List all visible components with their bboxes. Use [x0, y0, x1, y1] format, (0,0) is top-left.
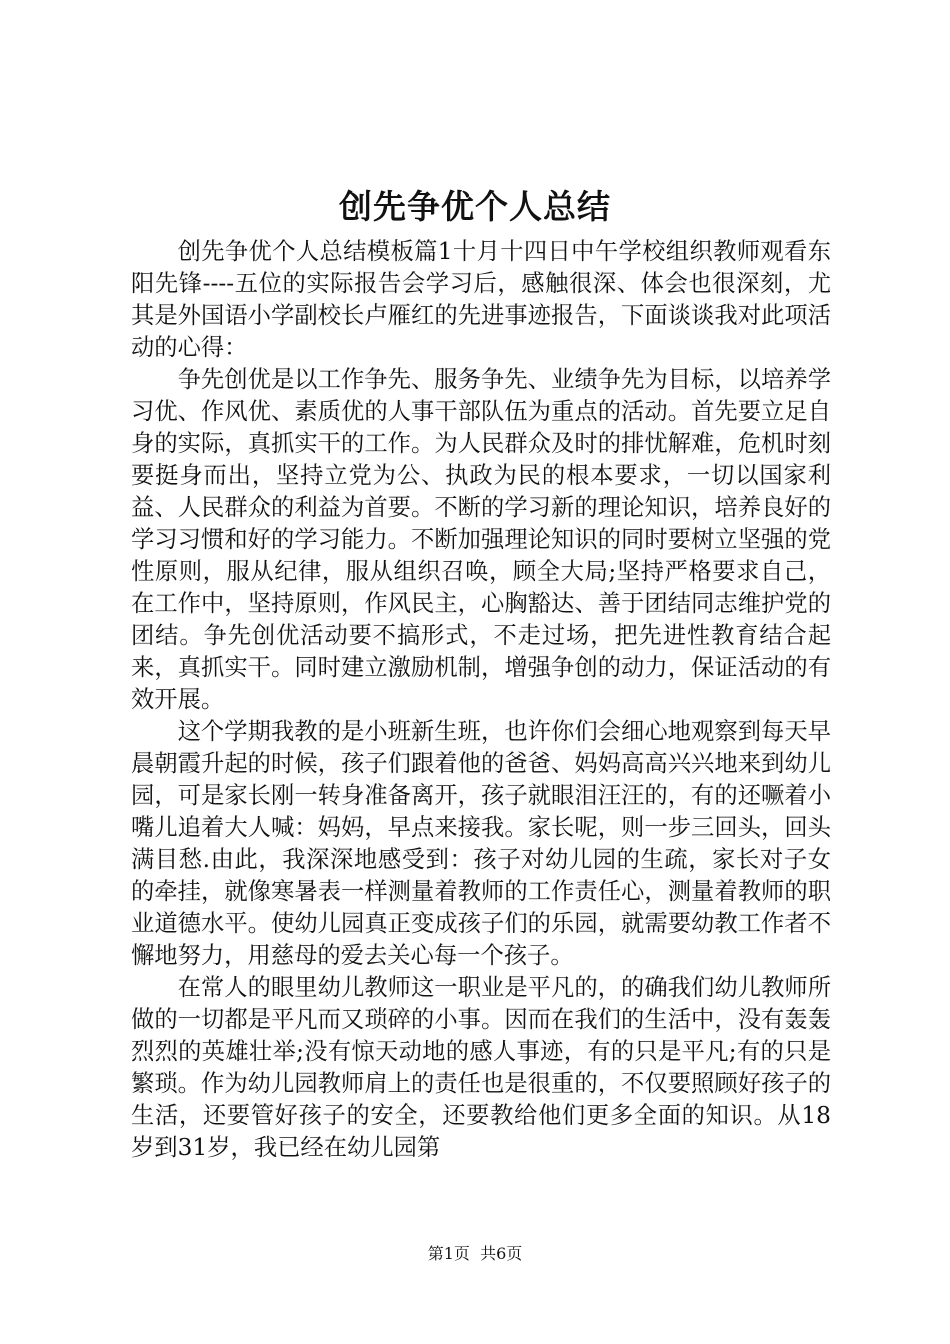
- page-number: 第1页: [427, 1244, 470, 1263]
- paragraph-3: 这个学期我教的是小班新生班，也许你们会细心地观察到每天早晨朝霞升起的时候，孩子们跟着他的爸爸、妈妈高高兴兴地来到幼儿园，可是家长刚一转身准备离开，孩子就眼泪汪汪的，有的还噘着小嘴儿追着大人喊：妈妈，早点来接我。家长呢，则一步三回头，回头满目愁.由此，我深深地感受到：孩子对幼儿园的生疏，家长对子女的牵挂，就像寒暑表一样测量着教师的工作责任心，测量着教师的职业道德水平。使幼儿园真正变成孩子们的乐园，就需要幼教工作者不懈地努力，用慈母的爱去关心每一个孩子。: [131, 718, 831, 969]
- document-body: [131, 236, 831, 1164]
- document-title: 创先争优个人总结: [339, 187, 611, 226]
- footer-spacer: [470, 1244, 480, 1263]
- paragraph-1: 创先争优个人总结模板篇1十月十四日中午学校组织教师观看东阳先锋----五位的实际报告会学习后，感触很深、体会也很深刻，尤其是外国语小学副校长卢雁红的先进事迹报告，下面谈谈我对此项活动的心得：: [131, 238, 831, 361]
- paragraph-2: 争先创优是以工作争先、服务争先、业绩争先为目标，以培养学习优、作风优、素质优的人事干部队伍为重点的活动。首先要立足自身的实际，真抓实干的工作。为人民群众及时的排忧解难，危机时刻要挺身而出，坚持立党为公、执政为民的根本要求，一切以国家利益、人民群众的利益为首要。不断的学习新的理论知识，培养良好的学习习惯和好的学习能力。不断加强理论知识的同时要树立坚强的党性原则，服从纪律，服从组织召唤，顾全大局;坚持严格要求自己，在工作中，坚持原则，作风民主，心胸豁达、善于团结同志维护党的团结。争先创优活动要不搞形式，不走过场，把先进性教育结合起来，真抓实干。同时建立激励机制，增强争创的动力，保证活动的有效开展。: [131, 366, 831, 713]
- paragraph-4: 在常人的眼里幼儿教师这一职业是平凡的，的确我们幼儿教师所做的一切都是平凡而又琐碎的小事。因而在我们的生活中，没有轰轰烈烈的英雄壮举;没有惊天动地的感人事迹，有的只是平凡;有的只是繁琐。作为幼儿园教师肩上的责任也是很重的，不仅要照顾好孩子的生活，还要管好孩子的安全，还要教给他们更多全面的知识。从18岁到31岁，我已经在幼儿园第: [131, 974, 831, 1161]
- page-footer: [0, 1244, 950, 1264]
- page-total: 共6页: [480, 1244, 523, 1263]
